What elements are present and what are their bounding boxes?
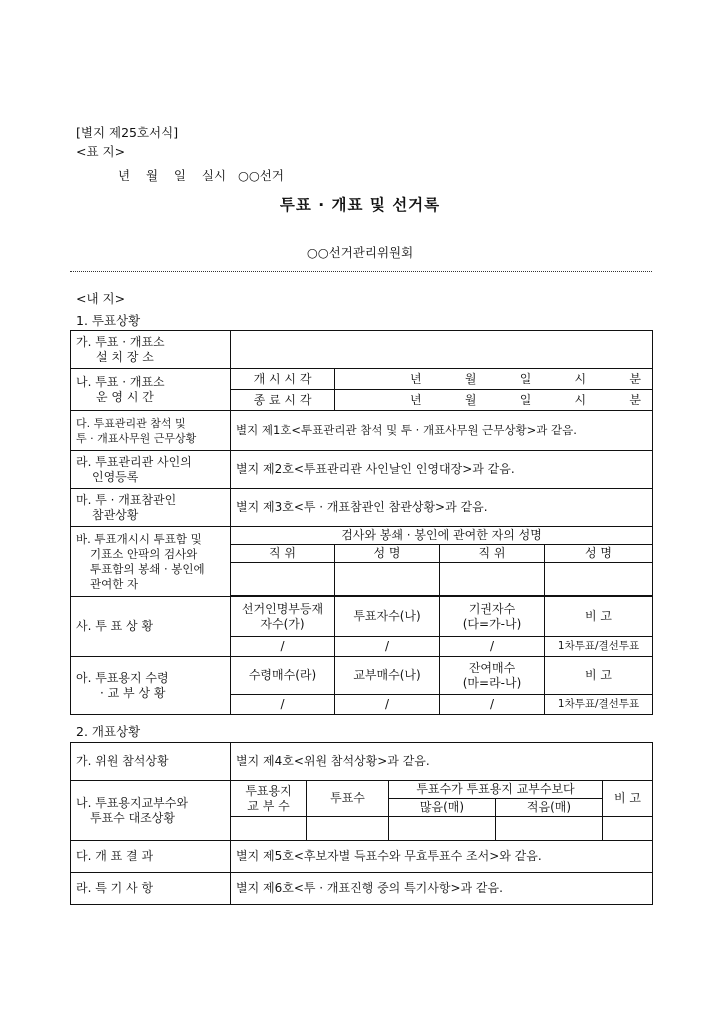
start-day: 일 (519, 371, 532, 386)
start-hour: 시 (574, 371, 587, 386)
a-label-line1: 아. 투표용지 수령 (76, 670, 169, 685)
s2-ra-label: 라. 특 기 사 항 (71, 873, 231, 905)
row2-na-head1 (71, 781, 653, 799)
end-time-value (335, 390, 653, 411)
row-ra (71, 451, 653, 489)
ba-col-name-2: 성 명 (545, 545, 653, 563)
sa-label: 사. 투 표 상 황 (71, 597, 231, 657)
a-slash-3: / (440, 695, 545, 715)
ga-value-cell (231, 331, 653, 369)
sa-col1-line2: 자수(가) (260, 616, 305, 631)
row2-ra (71, 873, 653, 905)
da-label-line1: 다. 투표관리관 참석 및 (76, 416, 186, 430)
sa-slash-2: / (335, 637, 440, 657)
ra-label-line1: 라. 투표관리관 사인의 (76, 454, 192, 469)
row2-da (71, 841, 653, 873)
ba-header: 검사와 봉쇄 · 봉인에 관여한 자의 성명 (231, 527, 653, 545)
ra-label-line2: 인영등록 (92, 469, 139, 484)
start-year: 년 (410, 371, 422, 386)
a-slash-2: / (335, 695, 440, 715)
end-month: 월 (464, 392, 477, 407)
row-ga (71, 331, 653, 369)
s2-da-label: 다. 개 표 결 과 (71, 841, 231, 873)
row-sa-head (71, 597, 653, 637)
a-col2: 교부매수(나) (335, 657, 440, 695)
ra-value: 별지 제2호<투표관리관 사인날인 인영대장>과 같음. (231, 451, 653, 489)
s2-less-col: 적음(매) (496, 799, 603, 817)
cover-label: <표 지> (76, 144, 126, 159)
ba-cell (231, 563, 335, 596)
ba-col-position-1: 직 위 (231, 545, 335, 563)
s2-issued-cell (231, 781, 307, 817)
a-label-cell (71, 657, 231, 715)
s2-votes-col: 투표수 (307, 781, 389, 817)
s2-more-col: 많음(매) (389, 799, 496, 817)
sa-col2: 투표자수(나) (335, 597, 440, 637)
sa-col1-cell (231, 597, 335, 637)
ra-label-cell (71, 451, 231, 489)
a-round-note: 1차투표/결선투표 (545, 695, 653, 715)
s2-da-value: 별지 제5호<후보자별 득표수와 무효투표수 조서>와 같음. (231, 841, 653, 873)
s2-ga-label: 가. 위원 참석상황 (71, 743, 231, 781)
row-da (71, 411, 653, 451)
committee-name: ○○선거관리위원회 (306, 245, 414, 260)
ma-label-cell (71, 489, 231, 527)
ma-label-line1: 마. 투 · 개표참관인 (76, 492, 177, 507)
row2-ga (71, 743, 653, 781)
start-time-label: 개 시 시 각 (231, 369, 335, 390)
form-reference: [별지 제25호서식] (76, 125, 179, 140)
sa-remark: 비 고 (545, 597, 653, 637)
ba-col-name-1: 성 명 (335, 545, 440, 563)
sa-col1-line1: 선거인명부등재 (241, 601, 324, 616)
na-label-cell (71, 369, 231, 411)
s2-compare-header: 투표수가 투표용지 교부수보다 (389, 781, 603, 799)
a-remark: 비 고 (545, 657, 653, 695)
row-na-start (71, 369, 653, 390)
row-ba-header (71, 527, 653, 545)
sa-slash-3: / (440, 637, 545, 657)
dotted-divider (70, 271, 652, 272)
a-col3-line1: 잔여매수 (468, 660, 516, 675)
end-minute: 분 (629, 392, 641, 407)
s2-value-cell (389, 817, 496, 841)
ba-cell (440, 563, 545, 596)
end-time-label: 종 료 시 각 (231, 390, 335, 411)
ba-label-line1: 바. 투표개시시 투표함 및 (76, 531, 202, 546)
start-time-value (335, 369, 653, 390)
s2-value-cell (603, 817, 653, 841)
inner-label: <내 지> (76, 291, 126, 306)
s2-na-label-line1: 나. 투표용지교부수와 (76, 795, 188, 810)
s2-na-label-cell (71, 781, 231, 841)
da-label-cell (71, 411, 231, 451)
row-a-head (71, 657, 653, 695)
ba-col-position-2: 직 위 (440, 545, 545, 563)
ga-label-line2: 설 치 장 소 (96, 349, 154, 364)
s2-remark-col: 비 고 (603, 781, 653, 817)
s2-issued-line1: 투표용지 (245, 783, 292, 798)
s2-value-cell (307, 817, 389, 841)
da-label-line2: 투 · 개표사무원 근무상황 (76, 431, 197, 445)
sa-round-note: 1차투표/결선투표 (545, 637, 653, 657)
counting-status-table (70, 742, 653, 905)
ga-label-line1: 가. 투표 · 개표소 (76, 334, 165, 349)
ba-cell (335, 563, 440, 596)
a-col3-line2: (마=라-나) (462, 675, 522, 690)
end-day: 일 (519, 392, 532, 407)
na-label-line1: 나. 투표 · 개표소 (76, 374, 165, 389)
sa-slash-1: / (231, 637, 335, 657)
ba-label-line4: 관여한 자 (90, 576, 139, 591)
ma-label-line2: 참관상황 (92, 507, 139, 522)
start-month: 월 (464, 371, 477, 386)
end-hour: 시 (574, 392, 587, 407)
a-col1: 수령매수(라) (231, 657, 335, 695)
s2-ra-value: 별지 제6호<투 · 개표진행 중의 특기사항>과 같음. (231, 873, 653, 905)
section1-heading: 1. 투표상황 (76, 313, 141, 328)
na-label-line2: 운 영 시 간 (96, 389, 154, 404)
ba-label-line2: 기표소 안팍의 검사와 (90, 546, 198, 561)
da-value: 별지 제1호<투표관리관 참석 및 투 · 개표사무원 근무상황>과 같음. (231, 411, 653, 451)
section2-heading: 2. 개표상황 (76, 724, 141, 739)
ba-label-cell (71, 527, 231, 597)
s2-value-cell (231, 817, 307, 841)
a-col3-cell (440, 657, 545, 695)
ma-value: 별지 제3호<투 · 개표참관인 참관상황>과 같음. (231, 489, 653, 527)
start-minute: 분 (629, 371, 641, 386)
ba-cell (545, 563, 653, 596)
ba-label-line3: 투표함의 봉쇄 · 봉인에 (90, 561, 205, 576)
s2-value-cell (496, 817, 603, 841)
s2-na-label-line2: 투표수 대조상황 (90, 810, 175, 825)
s2-issued-line2: 교 부 수 (247, 798, 290, 813)
a-label-line2: · 교 부 상 황 (100, 685, 166, 700)
voting-status-table (70, 330, 653, 715)
sa-col3-cell (440, 597, 545, 637)
a-slash-1: / (231, 695, 335, 715)
date-line: 년 월 일 실시 ○○선거 (118, 168, 284, 183)
ga-label-cell (71, 331, 231, 369)
end-year: 년 (410, 392, 422, 407)
document-title: 투표 · 개표 및 선거록 (279, 196, 441, 214)
sa-col3-line2: (다=가-나) (462, 616, 522, 631)
row-ma (71, 489, 653, 527)
sa-col3-line1: 기권자수 (468, 601, 516, 616)
s2-ga-value: 별지 제4호<위원 참석상황>과 같음. (231, 743, 653, 781)
